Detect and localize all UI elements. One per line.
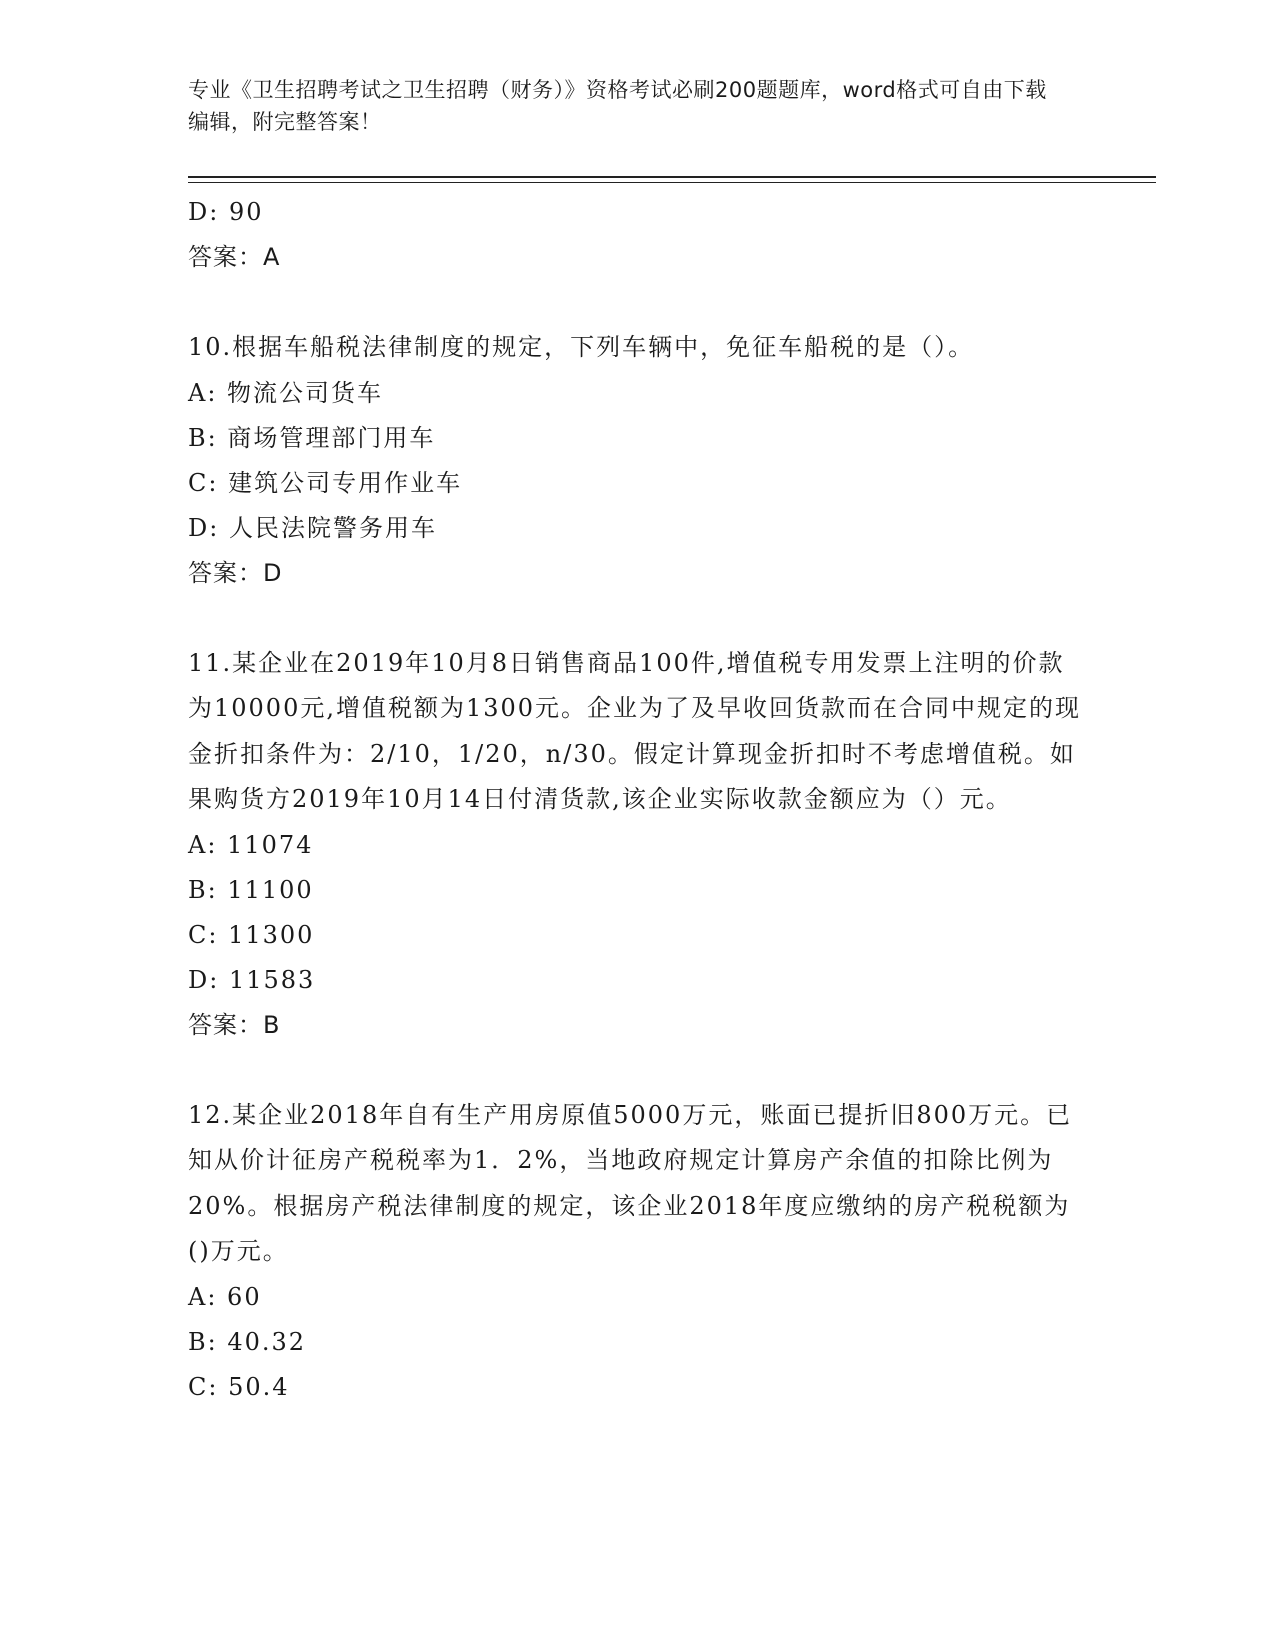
question-10-option-a: A: 物流公司货车: [188, 378, 384, 407]
question-12: [188, 1093, 1088, 1410]
question-10: [188, 325, 1088, 596]
document-body: [188, 190, 1088, 1410]
header-rule-thick: [188, 176, 1156, 178]
header-title: 专业《卫生招聘考试之卫生招聘（财务）》资格考试必刷200题题库，word格式可自由下载编辑，附完整答案！: [188, 78, 1047, 134]
question-10-stem: 10.根据车船税法律制度的规定，下列车辆中，免征车船税的是（）。: [188, 333, 975, 361]
document-header: [188, 74, 1068, 138]
question-10-option-d: D: 人民法院警务用车: [188, 513, 437, 542]
question-11-option-a: A: 11074: [188, 830, 314, 859]
question-10-answer: 答案：D: [188, 558, 283, 587]
question-11: [188, 641, 1088, 1048]
question-11-option-d: D: 11583: [188, 965, 316, 994]
prev-answer: 答案：A: [188, 243, 281, 271]
question-10-option-b: B: 商场管理部门用车: [188, 423, 436, 452]
question-11-answer: 答案：B: [188, 1010, 281, 1039]
question-12-option-b: B: 40.32: [188, 1327, 307, 1356]
header-rule-thin: [188, 182, 1156, 183]
question-12-stem: 12.某企业2018年自有生产用房原值5000万元，账面已提折旧800万元。已知从价计征房产税税率为1．2%，当地政府规定计算房产余值的扣除比例为20%。根据房产税法律制度的规定，该企业2018年度应缴纳的房产税税额为()万元。: [188, 1100, 1073, 1265]
question-10-option-c: C: 建筑公司专用作业车: [188, 468, 463, 497]
question-12-option-a: A: 60: [188, 1282, 262, 1311]
question-12-option-c: C: 50.4: [188, 1372, 290, 1401]
prev-option-d: D: 90: [188, 198, 264, 226]
question-11-stem: 11.某企业在2019年10月8日销售商品100件,增值税专用发票上注明的价款为10000元,增值税额为1300元。企业为了及早收回货款而在合同中规定的现金折扣条件为：2/10，1/20，n/30。假定计算现金折扣时不考虑增值税。如果购货方2019年10月14日付清货款,该企业实际收款金额应为（）元。: [188, 648, 1082, 813]
question-11-option-b: B: 11100: [188, 875, 314, 904]
question-11-option-c: C: 11300: [188, 920, 315, 949]
